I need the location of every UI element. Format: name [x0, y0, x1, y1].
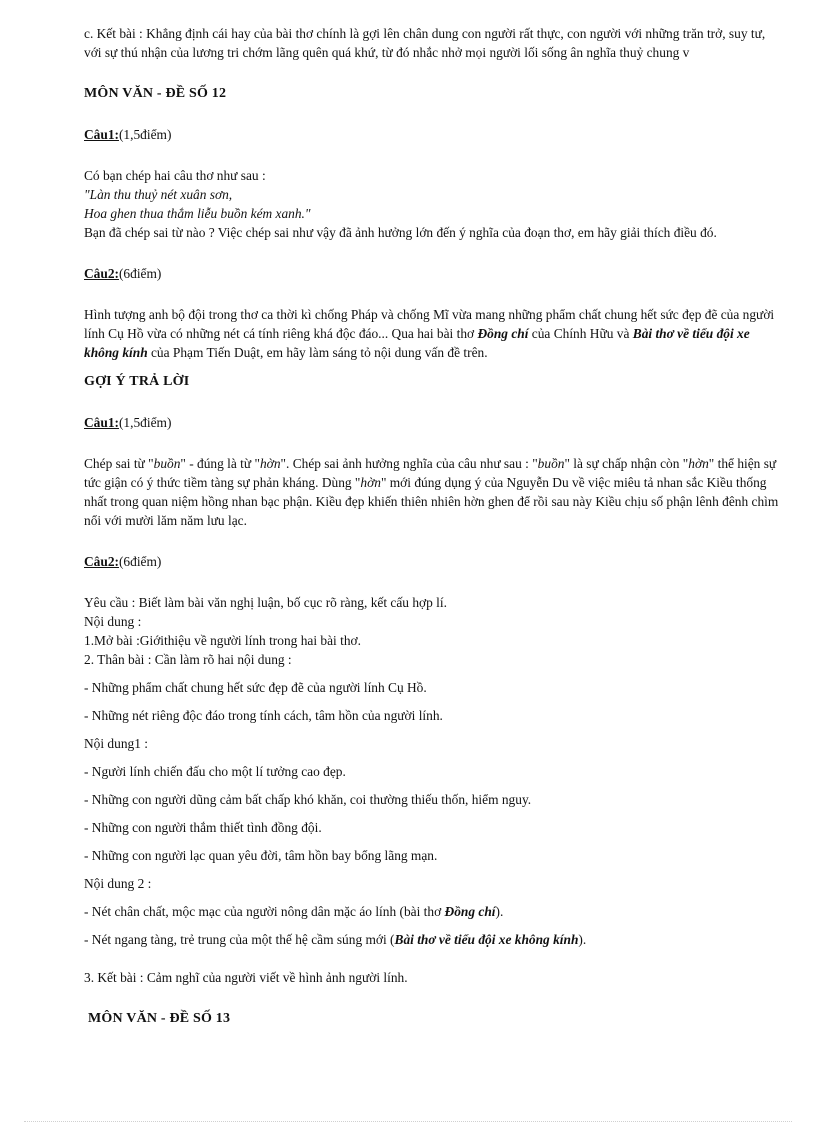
- q2-label: Câu2:: [84, 266, 119, 281]
- prev-conclusion: c. Kết bài : Khẳng định cái hay của bài thơ chính là gợi lên chân dung con người rất thực, con người với những trăn trở, suy tư, với sự thú nhận của lương tri chớm lãng quên quá khứ, từ đó nhắc nhở mọi người lối sống ân nghĩa thuỷ chung v: [84, 26, 766, 60]
- a2-header: [84, 552, 784, 571]
- q1-intro: Có bạn chép hai câu thơ như sau :: [84, 168, 266, 183]
- a2-body-item-1: - Những phẩm chất chung hết sức đẹp đẽ của người lính Cụ Hồ.: [84, 680, 427, 695]
- q2-points: (6điểm): [118, 266, 162, 281]
- content-2-item: - Nét ngang tàng, trẻ trung của một thế hệ cầm súng mới (Bài thơ về tiểu đội xe không kính).: [84, 932, 587, 947]
- q1-points: (1,5điểm): [118, 127, 172, 142]
- poem-dong-chi: Đồng chí: [477, 326, 529, 341]
- exam-12-title: MÔN VĂN - ĐỀ SỐ 12: [84, 86, 227, 101]
- a1-points: (1,5điểm): [118, 415, 172, 430]
- a1-header: [84, 413, 784, 432]
- content-2-label: Nội dung 2 :: [84, 876, 152, 891]
- content-1-item: - Người lính chiến đấu cho một lí tưởng cao đẹp.: [84, 764, 346, 779]
- q2-text: Hình tượng anh bộ đội trong thơ ca thời kì chống Pháp và chống Mĩ vừa mang những phẩm chất chung hết sức đẹp đẽ của người lính Cụ Hồ vừa có những nét cá tính riêng khá độc đáo... Qua hai bài thơ Đồng chí của Chính Hữu và Bài thơ về tiểu đội xe không kính của Phạm Tiến Duật, em hãy làm sáng tỏ nội dung vấn đề trên.: [84, 307, 775, 360]
- a2-content-label: Nội dung :: [84, 614, 142, 629]
- q2-header: [84, 264, 784, 283]
- content-1-item: - Những con người thắm thiết tình đồng đội.: [84, 820, 322, 835]
- q1-verse-2: Hoa ghen thua thắm liễu buồn kém xanh.": [84, 206, 311, 221]
- a1-text: Chép sai từ "buồn" - đúng là từ "hờn". Chép sai ảnh hưởng nghĩa của câu như sau : "buồn" là sự chấp nhận còn "hờn" thể hiện sự tức giận có ý thức tiềm tàng sự phản kháng. Dùng "hờn" mới đúng dụng ý của Nguyễn Du về việc miêu tả nhan sắc Kiều thống nhất trong quan niệm hồng nhan bạc phận. Kiều đẹp khiến thiên nhiên hờn ghen để rồi sau này Kiều chịu số phận lênh đênh chìm nổi với mười lăm năm lưu lạc.: [84, 456, 779, 528]
- a2-requirement: Yêu cầu : Biết làm bài văn nghị luận, bố cục rõ ràng, kết cấu hợp lí.: [84, 595, 447, 610]
- document-page: [84, 24, 784, 1028]
- content-1-item: - Những con người lạc quan yêu đời, tâm hồn bay bổng lãng mạn.: [84, 848, 438, 863]
- a1-label: Câu1:: [84, 415, 119, 430]
- content-1-label: Nội dung1 :: [84, 736, 148, 751]
- content-1-item: - Những con người dũng cảm bất chấp khó khăn, coi thường thiếu thốn, hiểm nguy.: [84, 792, 532, 807]
- q1-header: [84, 125, 784, 144]
- a2-opening: 1.Mở bài :Giớithiệu về người lính trong hai bài thơ.: [84, 633, 361, 648]
- content-2-item: - Nét chân chất, mộc mạc của người nông dân mặc áo lính (bài thơ Đồng chí).: [84, 904, 504, 919]
- a2-conclusion: 3. Kết bài : Cảm nghĩ của người viết về hình ảnh người lính.: [84, 970, 408, 985]
- exam-13-title: MÔN VĂN - ĐỀ SỐ 13: [88, 1011, 231, 1026]
- q1-label: Câu1:: [84, 127, 119, 142]
- q1-verse-1: "Làn thu thuỷ nét xuân sơn,: [84, 187, 233, 202]
- q1-question: Bạn đã chép sai từ nào ? Việc chép sai như vậy đã ảnh hưởng lớn đến ý nghĩa của đoạn thơ, em hãy giải thích điều đó.: [84, 225, 717, 240]
- a2-body: 2. Thân bài : Cần làm rõ hai nội dung :: [84, 652, 292, 667]
- answers-title: GỢI Ý TRẢ LỜI: [84, 374, 190, 389]
- page-bottom-rule: [24, 1121, 792, 1122]
- a2-label: Câu2:: [84, 554, 119, 569]
- a2-body-item-2: - Những nét riêng độc đáo trong tính cách, tâm hồn của người lính.: [84, 708, 443, 723]
- poem-tieu-doi-xe: Bài thơ về tiểu đội xe không kính: [84, 326, 750, 360]
- a2-points: (6điểm): [118, 554, 162, 569]
